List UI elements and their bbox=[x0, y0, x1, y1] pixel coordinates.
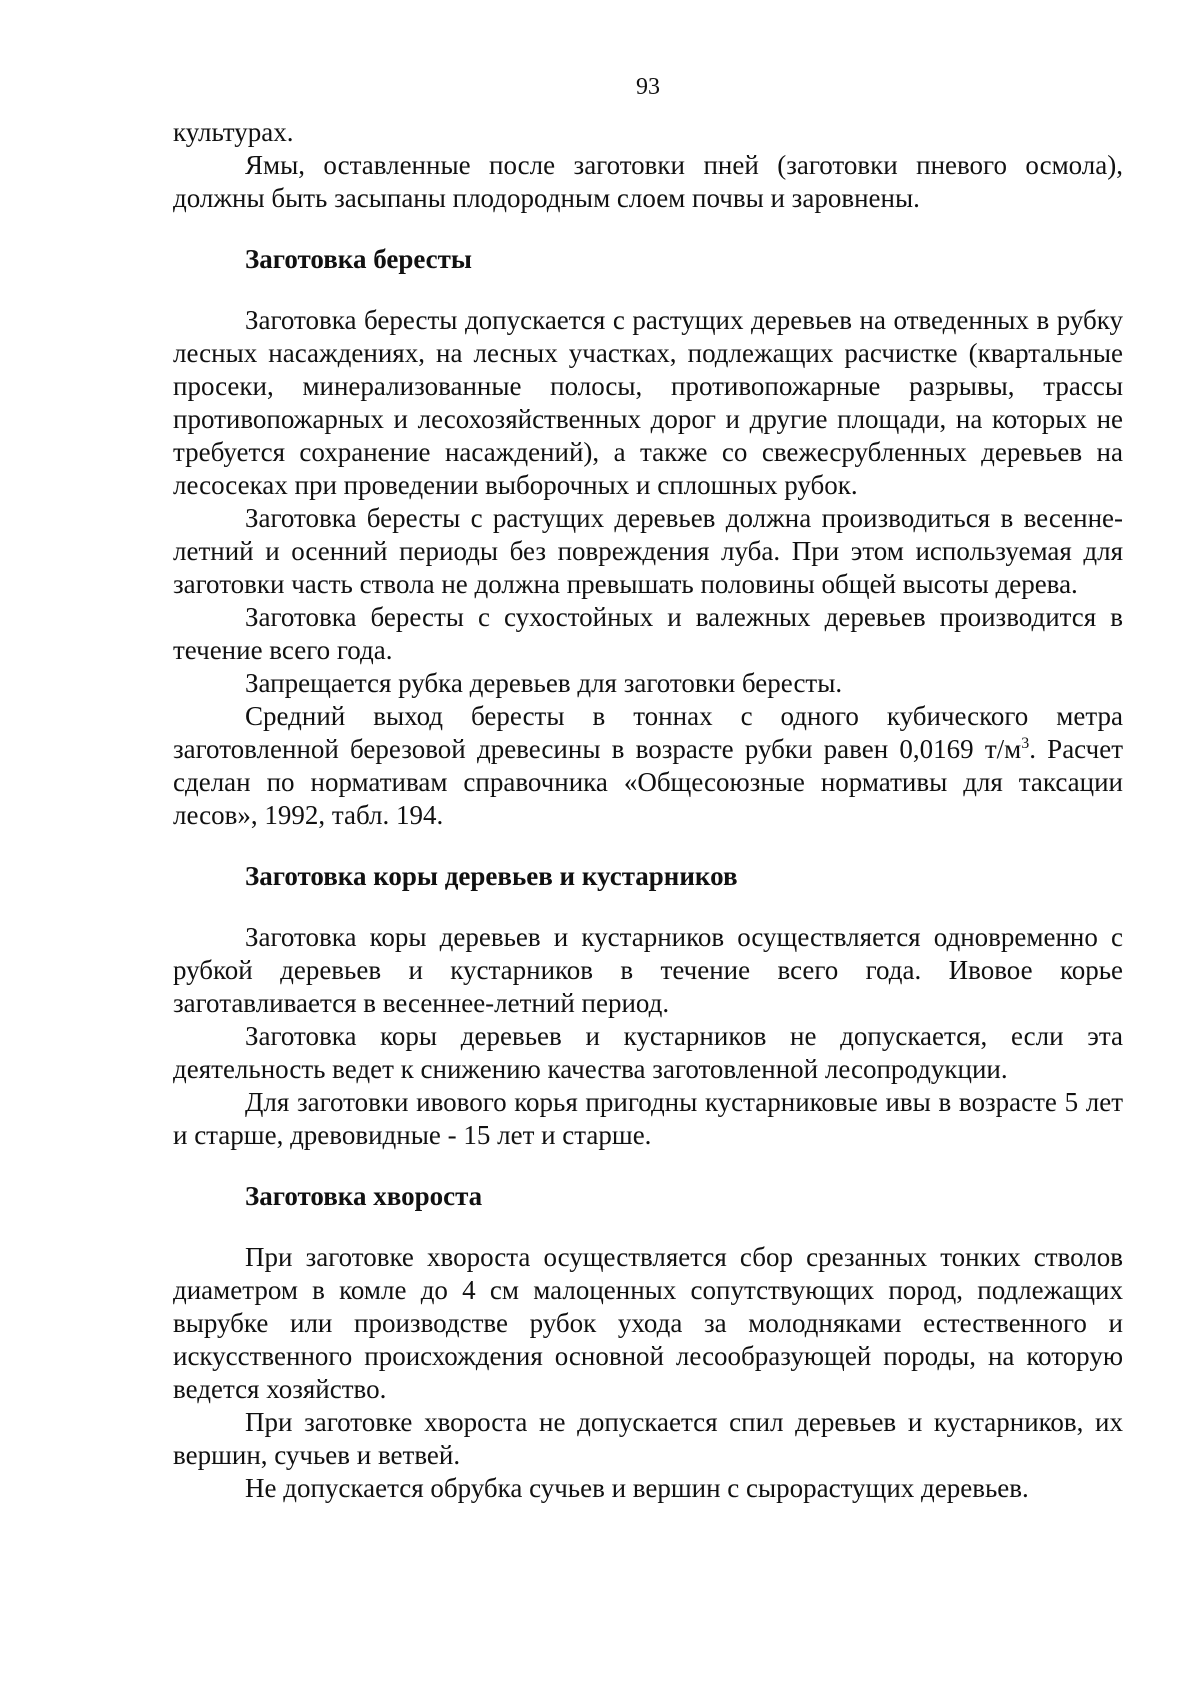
paragraph-bark-2: Заготовка коры деревьев и кустарников не допускается, если эта деятельность ведет к снижению качества заготовленной лесопродукции. bbox=[173, 1021, 1123, 1084]
paragraph-birch-bark-5-start: Средний выход бересты в тоннах с одного кубического метра заготовленной березовой древесины в возрасте рубки равен 0,0169 т/м bbox=[173, 701, 1123, 764]
paragraph-birch-bark-1: Заготовка бересты допускается с растущих деревьев на отведенных в рубку лесных насаждениях, на лесных участках, подлежащих расчистке (квартальные просеки, минерализованные полосы, противопожарные разрывы, трассы противопожарных и лесохозяйственных дорог и другие площади, на которых не требуется сохранение насаждений), а также со свежесрубленных деревьев на лесосеках при проведении выборочных и сплошных рубок. bbox=[173, 305, 1123, 500]
paragraph-bark-1: Заготовка коры деревьев и кустарников осуществляется одновременно с рубкой деревьев и кустарников в течение всего года. Ивовое корье заготавливается в весеннее-летний период. bbox=[173, 922, 1123, 1018]
paragraph-birch-bark-5-end: . Расчет сделан по нормативам справочника «Общесоюзные нормативы для таксации лесов», 1992, табл. 194. bbox=[173, 734, 1123, 830]
heading-brushwood: Заготовка хвороста bbox=[245, 1181, 483, 1211]
paragraph-birch-bark-4: Запрещается рубка деревьев для заготовки бересты. bbox=[245, 668, 843, 698]
paragraph-birch-bark-2: Заготовка бересты с растущих деревьев должна производиться в весенне-летний и осенний периоды без повреждения луба. При этом используемая для заготовки часть ствола не должна превышать половины общей высоты дерева. bbox=[173, 503, 1123, 599]
paragraph-pits: Ямы, оставленные после заготовки пней (заготовки пневого осмола), должны быть засыпаны плодородным слоем почвы и заровнены. bbox=[173, 150, 1123, 213]
document-body bbox=[173, 116, 1123, 1505]
heading-birch-bark: Заготовка бересты bbox=[245, 244, 472, 274]
superscript-cube: 3 bbox=[1021, 735, 1030, 752]
page-number: 93 bbox=[636, 74, 660, 100]
paragraph-continuation: культурах. bbox=[173, 117, 294, 147]
heading-bark: Заготовка коры деревьев и кустарников bbox=[245, 861, 738, 891]
paragraph-bark-3: Для заготовки ивового корья пригодны кустарниковые ивы в возрасте 5 лет и старше, древовидные - 15 лет и старше. bbox=[173, 1087, 1123, 1150]
paragraph-brushwood-1: При заготовке хвороста осуществляется сбор срезанных тонких стволов диаметром в комле до 4 см малоценных сопутствующих пород, подлежащих вырубке или производстве рубок ухода за молодняками естественного и искусственного происхождения основной лесообразующей породы, на которую ведется хозяйство. bbox=[173, 1242, 1123, 1404]
paragraph-brushwood-3: Не допускается обрубка сучьев и вершин с сырорастущих деревьев. bbox=[245, 1473, 1029, 1503]
paragraph-brushwood-2: При заготовке хвороста не допускается спил деревьев и кустарников, их вершин, сучьев и ветвей. bbox=[173, 1407, 1123, 1470]
paragraph-birch-bark-5 bbox=[173, 700, 1123, 832]
paragraph-birch-bark-3: Заготовка бересты с сухостойных и валежных деревьев производится в течение всего года. bbox=[173, 602, 1123, 665]
